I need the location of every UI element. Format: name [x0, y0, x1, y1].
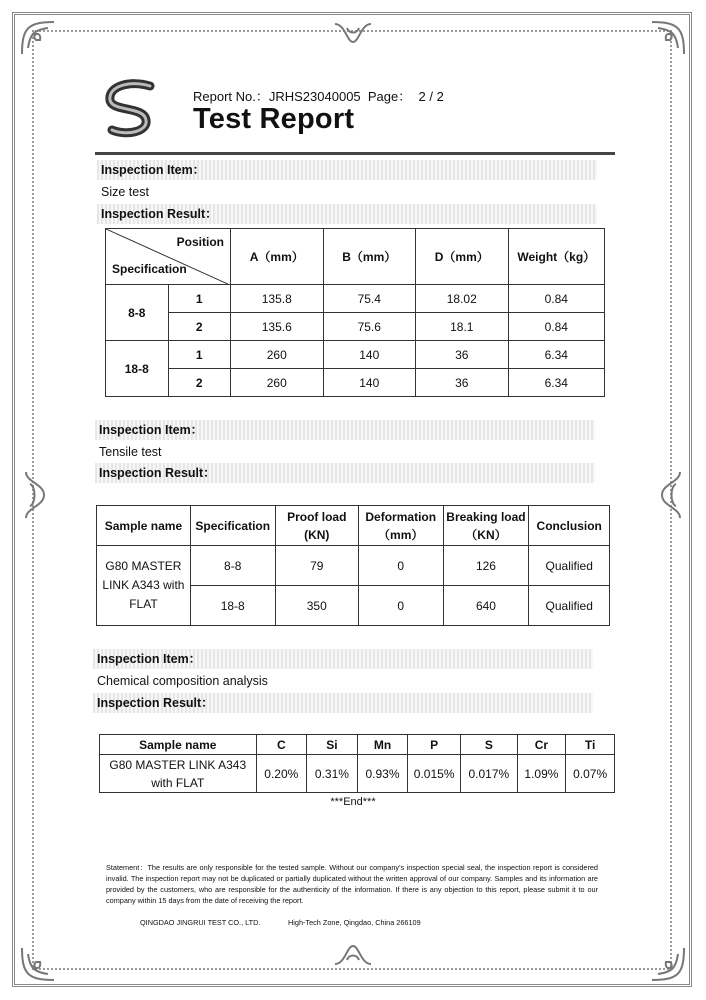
table-cell: 140 [323, 369, 416, 397]
position-cell: 1 [168, 341, 230, 369]
footer-address: High-Tech Zone, Qingdao, China 266109 [288, 918, 421, 927]
table-cell: 126 [443, 546, 529, 586]
column-header: A（mm） [230, 229, 323, 285]
column-header: Mn [357, 735, 408, 755]
footer-company: QINGDAO JINGRUI TEST CO., LTD. [140, 918, 261, 927]
column-header: C [256, 735, 307, 755]
corner-ornament-icon [18, 18, 58, 58]
column-header: Deformation （mm） [358, 506, 443, 546]
inspection-item-value: Chemical composition analysis [97, 674, 268, 688]
right-center-ornament-icon [656, 470, 686, 520]
inspection-result-bar: Inspection Result： [95, 463, 595, 483]
column-header: Cr [517, 735, 566, 755]
position-cell: 2 [168, 313, 230, 341]
table-row [106, 341, 605, 369]
table-cell: Qualified [529, 546, 610, 586]
inspection-item-bar: Inspection Item： [95, 420, 595, 440]
company-logo-icon [100, 78, 162, 140]
table-row [100, 755, 615, 793]
table-cell: 135.6 [230, 313, 323, 341]
size-test-table [105, 228, 605, 397]
left-center-ornament-icon [20, 470, 50, 520]
position-cell: 2 [168, 369, 230, 397]
sample-name-cell: G80 MASTER LINK A343 with FLAT [100, 755, 257, 793]
table-cell: 36 [416, 341, 509, 369]
column-header: Sample name [100, 735, 257, 755]
column-header: Specification [190, 506, 275, 546]
column-header: S [461, 735, 518, 755]
report-number-label: Report No.：JRHS23040005 [193, 89, 361, 104]
column-header: B（mm） [323, 229, 416, 285]
table-cell: Qualified [529, 586, 610, 626]
column-header: D（mm） [416, 229, 509, 285]
position-label: Position [176, 235, 224, 249]
header-divider [95, 152, 615, 155]
inspection-item-value: Tensile test [99, 445, 162, 459]
tensile-test-table [96, 505, 610, 626]
spec-cell: 18-8 [106, 341, 169, 397]
table-cell: 0.017% [461, 755, 518, 793]
table-cell: 18-8 [190, 586, 275, 626]
inspection-item-bar: Inspection Item： [93, 649, 593, 669]
table-cell: 18.1 [416, 313, 509, 341]
inspection-result-bar: Inspection Result： [93, 693, 593, 713]
table-cell: 640 [443, 586, 529, 626]
corner-ornament-icon [18, 944, 58, 984]
table-cell: 79 [275, 546, 358, 586]
table-cell: 0.015% [408, 755, 461, 793]
table-cell: 8-8 [190, 546, 275, 586]
table-cell: 260 [230, 369, 323, 397]
column-header: P [408, 735, 461, 755]
table-cell: 0.07% [566, 755, 615, 793]
table-cell: 18.02 [416, 285, 509, 313]
table-cell: 140 [323, 341, 416, 369]
table-cell: 0.84 [508, 313, 604, 341]
table-cell: 75.6 [323, 313, 416, 341]
end-mark: ***End*** [330, 796, 376, 808]
table-cell: 36 [416, 369, 509, 397]
table-cell: 0.93% [357, 755, 408, 793]
spec-cell: 8-8 [106, 285, 169, 341]
table-cell: 135.8 [230, 285, 323, 313]
table-cell: 1.09% [517, 755, 566, 793]
table-cell: 0.31% [307, 755, 358, 793]
statement-text: Statement：The results are only responsible for the tested sample. Without our company's inspection special seal, the inspection report is considered invalid. The inspection report may not be duplicated or partially duplicated without the written approval of our company. Samples and its information are provided by the customers, who are responsible for the authenticity of the information. If there is any objection to this report, please submit it to our company within 15 days from the date of receiving the report. [106, 863, 598, 905]
table-row [106, 285, 605, 313]
diagonal-header-cell [106, 229, 231, 285]
table-row [106, 313, 605, 341]
column-header: Weight（kg） [508, 229, 604, 285]
chemical-composition-table [99, 734, 615, 793]
table-cell: 75.4 [323, 285, 416, 313]
table-cell: 6.34 [508, 341, 604, 369]
specification-label: Specification [112, 262, 187, 276]
table-cell: 0.20% [256, 755, 307, 793]
column-header: Si [307, 735, 358, 755]
column-header: Breaking load（KN） [443, 506, 529, 546]
inspection-item-bar: Inspection Item： [97, 160, 597, 180]
page-label: Page： [367, 89, 412, 104]
page-title: Test Report [193, 103, 355, 135]
bottom-center-ornament-icon [333, 940, 373, 970]
table-cell: 0 [358, 586, 443, 626]
table-cell: 6.34 [508, 369, 604, 397]
corner-ornament-icon [648, 18, 688, 58]
table-cell: 260 [230, 341, 323, 369]
table-cell: 0.84 [508, 285, 604, 313]
sample-name-cell: G80 MASTER LINK A343 with FLAT [97, 546, 191, 626]
column-header: Conclusion [529, 506, 610, 546]
table-row [106, 369, 605, 397]
top-center-ornament-icon [333, 18, 373, 48]
column-header: Proof load (KN) [275, 506, 358, 546]
corner-ornament-icon [648, 944, 688, 984]
inspection-item-value: Size test [101, 185, 149, 199]
table-cell: 0 [358, 546, 443, 586]
position-cell: 1 [168, 285, 230, 313]
column-header: Sample name [97, 506, 191, 546]
column-header: Ti [566, 735, 615, 755]
page-value: 2 / 2 [418, 89, 444, 104]
table-row [97, 546, 610, 586]
inspection-result-bar: Inspection Result： [97, 204, 597, 224]
table-cell: 350 [275, 586, 358, 626]
